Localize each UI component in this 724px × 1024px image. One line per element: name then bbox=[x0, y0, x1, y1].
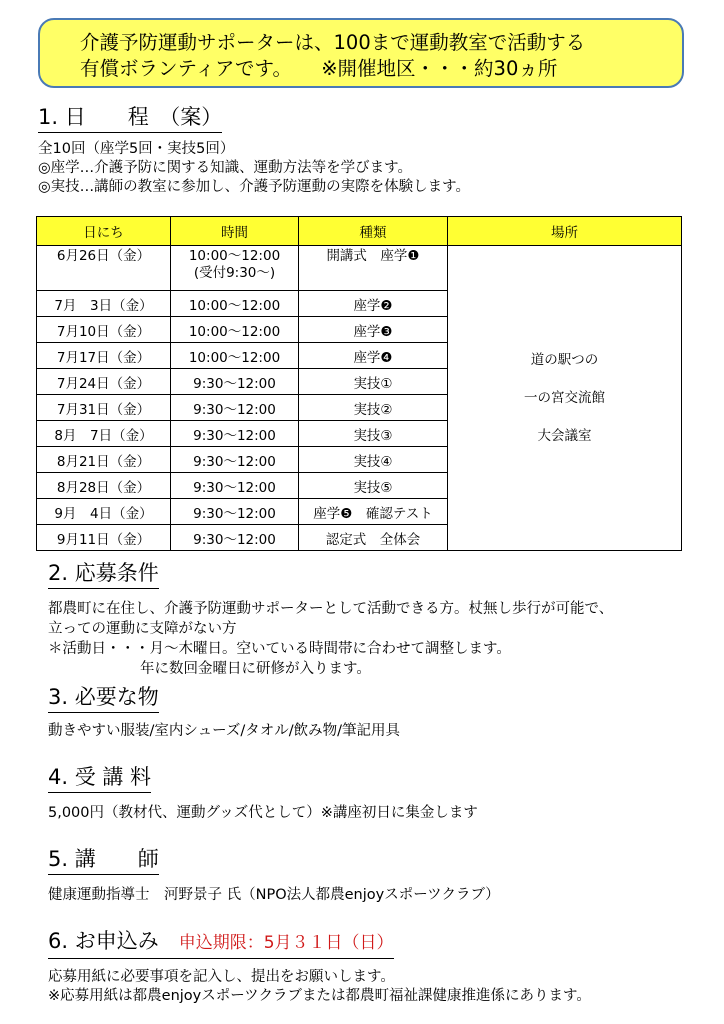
time-cell bbox=[171, 246, 299, 291]
column-header-type: 種類 bbox=[299, 217, 448, 246]
time-cell: 10:00～12:00 bbox=[171, 317, 299, 343]
time-value: 10:00～12:00 bbox=[188, 248, 281, 264]
type-cell: 座学❷ bbox=[299, 291, 448, 317]
table-row bbox=[37, 246, 682, 291]
type-cell: 実技④ bbox=[299, 447, 448, 473]
items-heading: 3. 必要な物 bbox=[48, 684, 159, 713]
apply-line-2: ※応募用紙は都農enjoyスポーツクラブまたは都農町福祉課健康推進係にあります。 bbox=[48, 988, 591, 1004]
column-header-time: 時間 bbox=[171, 217, 299, 246]
date-cell: 9月11日（金） bbox=[37, 525, 171, 551]
place-line-2: 一の宮交流館 bbox=[524, 390, 605, 406]
requirements-line-2: 立っての運動に支障がない方 bbox=[48, 621, 237, 637]
requirements-training-note: 年に数回金曜日に研修が入ります。 bbox=[140, 661, 371, 677]
time-cell: 10:00～12:00 bbox=[171, 291, 299, 317]
date-cell: 7月31日（金） bbox=[37, 395, 171, 421]
place-line-3: 大会議室 bbox=[537, 428, 592, 444]
apply-deadline: 申込期限：5月３１日（日） bbox=[178, 933, 394, 953]
type-cell: 実技① bbox=[299, 369, 448, 395]
time-cell: 9:30～12:00 bbox=[171, 447, 299, 473]
requirements-line-1: 都農町に在住し、介護予防運動サポーターとして活動できる方。杖無し歩行が可能で、 bbox=[48, 601, 614, 617]
time-cell: 9:30～12:00 bbox=[171, 499, 299, 525]
date-cell: 7月17日（金） bbox=[37, 343, 171, 369]
date-cell: 7月10日（金） bbox=[37, 317, 171, 343]
type-cell: 座学❹ bbox=[299, 343, 448, 369]
table-header-row bbox=[37, 217, 682, 246]
time-cell: 9:30～12:00 bbox=[171, 473, 299, 499]
time-cell: 9:30～12:00 bbox=[171, 421, 299, 447]
instructor-text: 健康運動指導士 河野景子 氏（NPO法人都農enjoyスポーツクラブ） bbox=[48, 887, 500, 903]
reception-time: (受付9:30～) bbox=[193, 265, 276, 281]
type-cell: 実技③ bbox=[299, 421, 448, 447]
intro-banner bbox=[38, 18, 684, 88]
column-header-date: 日にち bbox=[37, 217, 171, 246]
date-cell: 7月 3日（金） bbox=[37, 291, 171, 317]
schedule-summary: 全10回（座学5回・実技5回） bbox=[38, 141, 235, 157]
schedule-note-practice: ◎実技…講師の教室に参加し、介護予防運動の実際を体験します。 bbox=[38, 179, 470, 195]
column-header-place: 場所 bbox=[448, 217, 682, 246]
requirements-activity-days: ＊活動日・・・月～木曜日。空いている時間帯に合わせて調整します。 bbox=[48, 641, 511, 657]
fee-heading: 4. 受 講 料 bbox=[48, 764, 151, 793]
apply-heading-label: 6. お申込み bbox=[48, 929, 159, 953]
date-cell: 9月 4日（金） bbox=[37, 499, 171, 525]
apply-heading bbox=[48, 928, 394, 959]
instructor-heading: 5. 講 師 bbox=[48, 846, 159, 875]
type-cell: 座学❺ 確認テスト bbox=[299, 499, 448, 525]
fee-text: 5,000円（教材代、運動グッズ代として）※講座初日に集金します bbox=[48, 805, 478, 821]
type-cell: 実技② bbox=[299, 395, 448, 421]
banner-line-2: 有償ボランティアです。 ※開催地区・・・約30ヵ所 bbox=[80, 57, 558, 80]
time-cell: 9:30～12:00 bbox=[171, 525, 299, 551]
date-cell: 8月 7日（金） bbox=[37, 421, 171, 447]
schedule-table bbox=[36, 216, 682, 551]
requirements-heading: 2. 応募条件 bbox=[48, 560, 159, 589]
schedule-note-lecture: ◎座学…介護予防に関する知識、運動方法等を学びます。 bbox=[38, 160, 412, 176]
apply-line-1: 応募用紙に必要事項を記入し、提出をお願いします。 bbox=[48, 969, 395, 985]
time-cell: 9:30～12:00 bbox=[171, 395, 299, 421]
place-cell bbox=[448, 246, 682, 551]
type-cell: 認定式 全体会 bbox=[299, 525, 448, 551]
date-cell: 8月28日（金） bbox=[37, 473, 171, 499]
date-cell: 6月26日（金） bbox=[37, 246, 171, 291]
items-text: 動きやすい服装/室内シューズ/タオル/飲み物/筆記用具 bbox=[48, 723, 401, 739]
time-cell: 9:30～12:00 bbox=[171, 369, 299, 395]
date-cell: 7月24日（金） bbox=[37, 369, 171, 395]
time-cell: 10:00～12:00 bbox=[171, 343, 299, 369]
date-cell: 8月21日（金） bbox=[37, 447, 171, 473]
type-cell: 開講式 座学❶ bbox=[299, 246, 448, 291]
type-cell: 座学❸ bbox=[299, 317, 448, 343]
schedule-heading: 1. 日 程 （案） bbox=[38, 104, 222, 133]
type-cell: 実技⑤ bbox=[299, 473, 448, 499]
place-line-1: 道の駅つの bbox=[530, 352, 599, 368]
banner-line-1: 介護予防運動サポーターは、100まで運動教室で活動する bbox=[80, 31, 586, 54]
